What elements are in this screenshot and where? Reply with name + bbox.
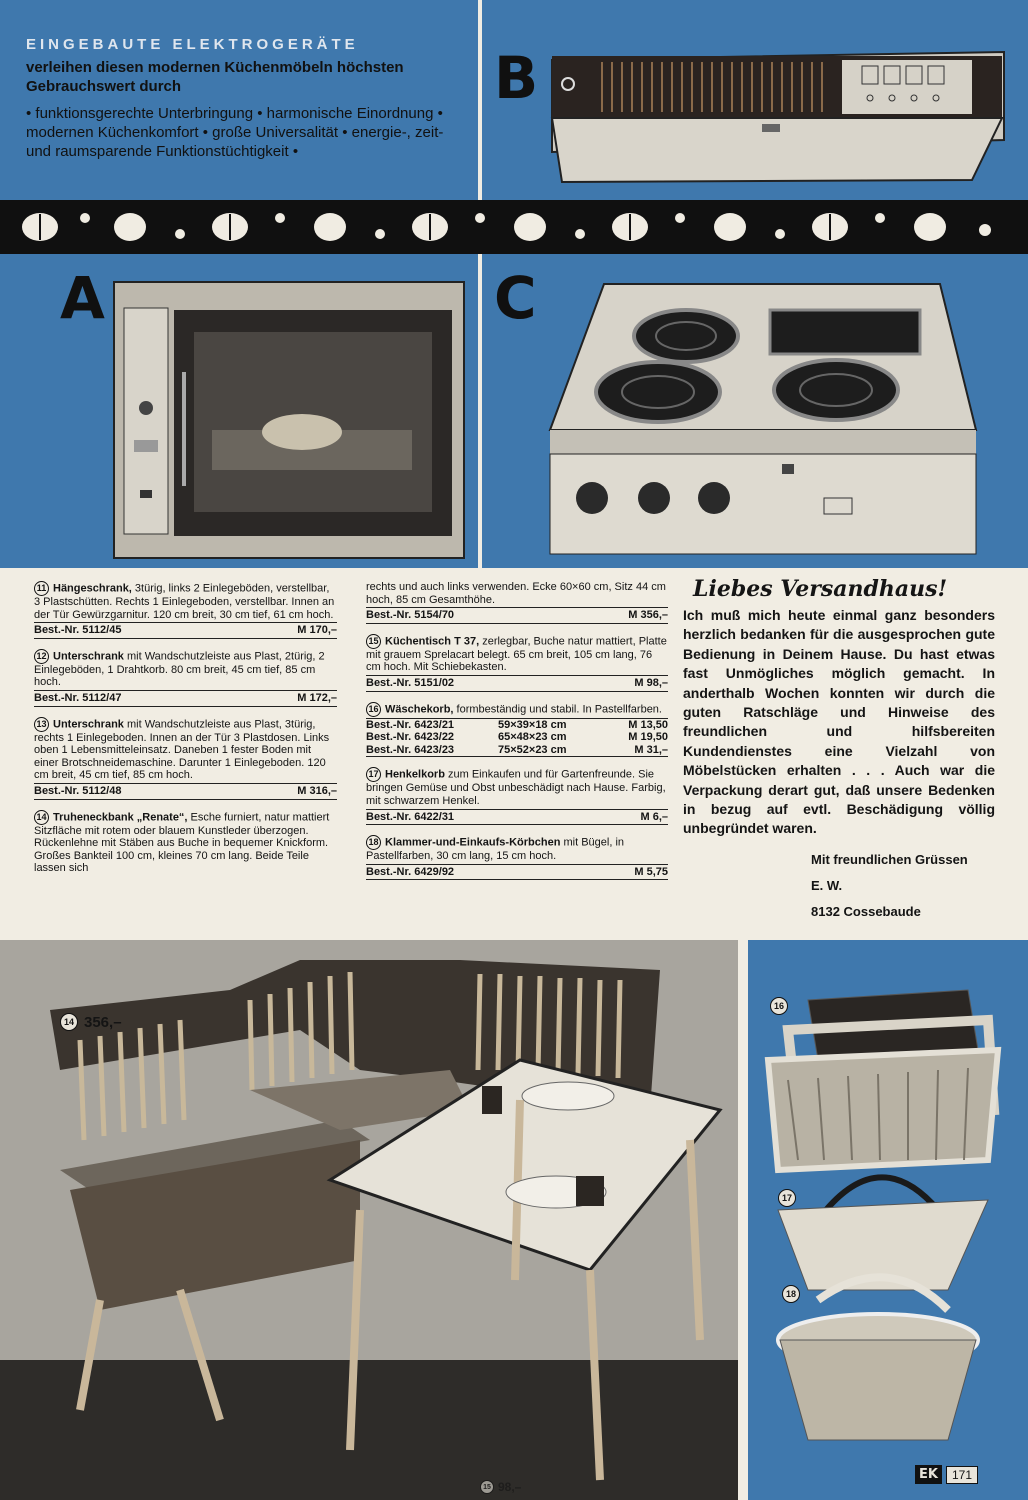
item-name: Hängeschrank,: [53, 582, 132, 595]
size: 75×52×23 cm: [498, 743, 567, 756]
size: 59×39×18 cm: [498, 718, 567, 731]
order-row: [366, 607, 668, 624]
basket-16-badge: [770, 996, 788, 1015]
product-column-2: [366, 581, 668, 890]
item-number-badge: 17: [366, 767, 381, 782]
item-name: Klammer-und-Einkaufs-Körbchen: [385, 836, 561, 849]
price: M 98,–: [634, 676, 668, 689]
item-description: mit Wandschutzleiste aus Plast, 2türig, 2 Einlegeböden, 1 Drahtkorb. 80 cm breit, 45 cm tief, 85 cm hoch.: [34, 650, 325, 689]
price: M 19,50: [628, 731, 668, 744]
size-row: [366, 744, 668, 757]
size: 65×48×23 cm: [498, 731, 567, 744]
item-number-badge: 16: [366, 702, 381, 717]
label-b: B: [494, 44, 539, 112]
bench-price: 356,–: [84, 1013, 122, 1031]
letter-closing: Mit freundlichen Grüssen: [811, 851, 968, 867]
item-number-badge: 14: [60, 1013, 78, 1031]
item-name: Unterschrank: [53, 717, 124, 730]
letter-body: Ich muß mich heute einmal ganz besonders herzlich bedanken für die ausgesprochen gute Bedienung in Deinem Hause. Du hast etwas fast Unmögliches möglich gemacht. In anderthalb Wochen konnten wir durch die guten Ratschläge und Hinweise des freundlichen und hilfsbereiten Kundendienstes eine Vielzahl von Möbelstücken erhalten . . . Auch war die Verpackung derart gut, daß unsere Bedenken in bezug auf evtl. Beschädigung völlig unbegründet waren.: [683, 607, 995, 837]
item-18: [366, 835, 668, 880]
item-number-badge: 11: [34, 581, 49, 596]
item-16: [366, 702, 668, 758]
item-name: Henkelkorb: [385, 768, 445, 781]
item-name: Wäschekorb,: [385, 702, 454, 715]
item-15: [366, 634, 668, 692]
item-14: [34, 810, 337, 875]
letter-title: Liebes Versandhaus!: [693, 576, 948, 602]
order-number: Best.-Nr. 5112/47: [34, 691, 122, 704]
intro-heading: EINGEBAUTE ELEKTROGERÄTE: [26, 36, 359, 53]
ornament-border: [0, 200, 1028, 254]
item-description: 3türig, links 2 Einlegeböden, verstellbar, 3 Plastschütten. Rechts 1 Einlegeboden, verstellbar. Innen an der Tür Gewürzgarnitur. 120 cm breit, 30 cm tief, 61 cm hoch.: [34, 582, 335, 621]
size-row: [366, 731, 668, 744]
basket-17-badge: [778, 1188, 796, 1207]
item-description: Esche furniert, natur mattiert Sitzfläche mit rotem oder blauem Kunstleder überzogen. Rückenlehne mit Stäben aus Buche in bequemer Knickform. Großes Bankteil 100 cm, kleines 70 cm lang. Beide Teile lassen sich: [34, 810, 330, 875]
item-description: formbeständig und stabil. In Pastellfarben.: [453, 702, 662, 715]
item-name: Küchentisch T 37,: [385, 635, 480, 648]
price: M 5,75: [634, 865, 668, 878]
baskets-image: [758, 960, 1018, 1460]
bench-price-label: [60, 1013, 122, 1031]
item-14-continued: [366, 581, 668, 624]
size-table: [366, 718, 668, 758]
order-number: Best.-Nr. 6422/31: [366, 810, 455, 823]
order-row: [366, 675, 668, 692]
table-price-label: [480, 1480, 521, 1494]
item-description: zerlegbar, Buche natur mattiert, Platte mit grauem Sprelacart belegt. 65 cm breit, 105 cm lang, 76 cm hoch. Mit Schiebekasten.: [366, 635, 667, 674]
item-number-badge: 18: [366, 835, 381, 850]
price: M 13,50: [628, 718, 668, 731]
range-hood-image: [542, 40, 1012, 190]
hood-panel: [482, 0, 1028, 200]
order-number: Best.-Nr. 5154/70: [366, 609, 455, 622]
item-11: [34, 581, 337, 639]
item-number-badge: 17: [778, 1189, 796, 1207]
order-row: [366, 809, 668, 826]
item-number-badge: 14: [34, 810, 49, 825]
order-row: [34, 783, 337, 800]
order-number: Best.-Nr. 5151/02: [366, 676, 455, 689]
price: M 172,–: [297, 691, 337, 704]
order-number: Best.-Nr. 6429/92: [366, 865, 455, 878]
size-row: [366, 719, 668, 732]
stove-panel: [482, 254, 1028, 568]
order-number: Best.-Nr. 6423/22: [366, 731, 455, 744]
basket-18-badge: [782, 1284, 800, 1303]
item-13: [34, 717, 337, 800]
item-12: [34, 649, 337, 707]
electric-stove-image: [546, 280, 996, 558]
item-17: [366, 767, 668, 825]
order-row: [366, 864, 668, 881]
baskets-panel: [748, 940, 1028, 1500]
item-number-badge: 16: [770, 997, 788, 1015]
order-number: Best.-Nr. 6423/21: [366, 718, 455, 731]
customer-letter: [683, 576, 995, 925]
price: M 356,–: [628, 609, 668, 622]
order-row: [34, 690, 337, 707]
intro-body: • funktionsgerechte Unterbringung • harmonische Einordnung • modernen Küchenkomfort • große Universalität • energie-, zeit- und raumsparende Funktionstüchtigkeit •: [26, 105, 444, 160]
order-number: Best.-Nr. 5112/48: [34, 784, 122, 797]
intro-subheading: verleihen diesen modernen Küchenmöbeln höchsten Gebrauchswert durch: [26, 59, 404, 95]
item-number-badge: 13: [34, 717, 49, 732]
letter-initials: E. W.: [811, 877, 843, 893]
label-c: C: [494, 264, 537, 332]
page-footer: [915, 1465, 978, 1484]
order-number: Best.-Nr. 5112/45: [34, 624, 122, 637]
table-price: 98,–: [498, 1480, 522, 1494]
oven-image: [112, 280, 468, 560]
item-number-badge: 18: [782, 1285, 800, 1303]
oven-panel: [0, 254, 478, 568]
price: M 316,–: [297, 784, 337, 797]
corner-bench-photo: [0, 940, 738, 1500]
letter-place: 8132 Cossebaude: [811, 903, 921, 919]
item-number-badge: 12: [34, 649, 49, 664]
item-description: rechts und auch links verwenden. Ecke 60×60 cm, Sitz 44 cm hoch, 85 cm Gesamthöhe.: [366, 581, 666, 606]
item-number-badge: 15: [480, 1480, 494, 1494]
intro-panel: [0, 0, 478, 200]
publisher-logo: EK: [915, 1465, 942, 1484]
item-number-badge: 15: [366, 634, 381, 649]
price: M 6,–: [640, 810, 668, 823]
item-description: mit Bügel, in Pastellfarben, 30 cm lang, 15 cm hoch.: [366, 836, 625, 863]
item-description: mit Wandschutzleiste aus Plast, 3türig, rechts 1 Einlegeboden. Innen an der Tür 3 Plastdosen. Links oben 1 Lebensmitteleinsatz. Daneben 1 fester Boden mit einer Brotschneidemaschine. Darunter 1 Einlegeboden. 120 cm breit, 45 cm tief, 85 cm hoch.: [34, 717, 330, 782]
item-description: zum Einkaufen und für Gartenfreunde. Sie bringen Gemüse und Obst unbeschädigt nach Hause. Farbig, mit schwarzem Henkel.: [366, 768, 666, 807]
product-column-1: [34, 581, 337, 885]
price: M 170,–: [297, 624, 337, 637]
floral-ornament-image: [0, 200, 1028, 254]
item-name: Truheneckbank „Renate“,: [53, 810, 188, 823]
order-row: [34, 622, 337, 639]
label-a: A: [60, 264, 105, 332]
item-name: Unterschrank: [53, 650, 124, 663]
page-number: 171: [946, 1466, 978, 1484]
order-number: Best.-Nr. 6423/23: [366, 743, 455, 756]
price: M 31,–: [634, 743, 668, 756]
